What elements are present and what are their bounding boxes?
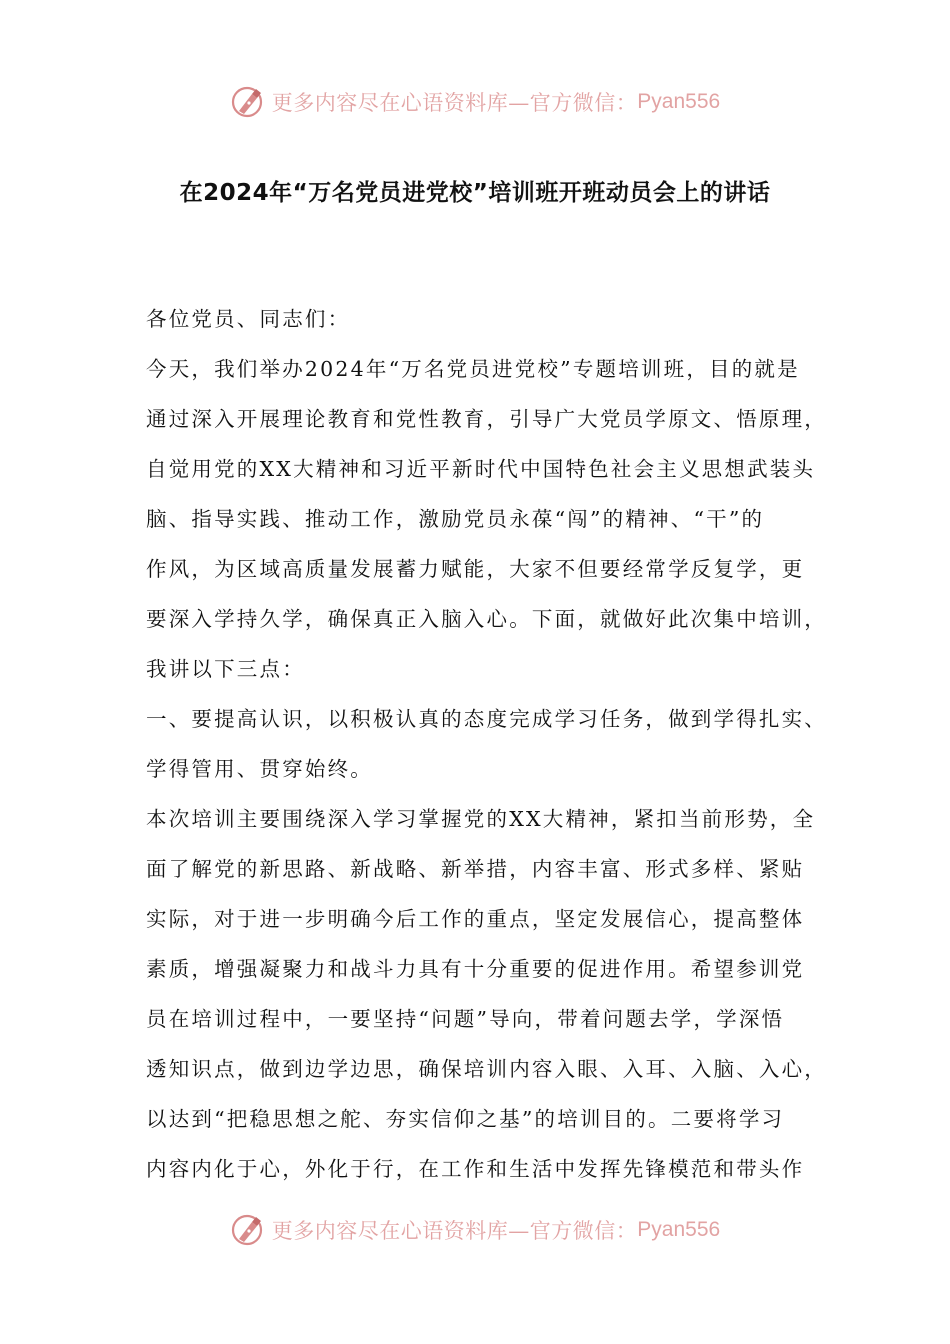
- footer-watermark-banner: [0, 1208, 950, 1252]
- text-line: 素质，增强凝聚力和战斗力具有十分重要的促进作用。希望参训党: [146, 957, 805, 981]
- text-line: 以达到“把稳思想之舵、夯实信仰之基”的培训目的。二要将学习: [146, 1107, 785, 1131]
- text-line: 要深入学持久学，确保真正入脑入心。下面，就做好此次集中培训，: [146, 607, 827, 631]
- pen-nib-logo-icon: [230, 84, 266, 120]
- text-line: 各位党员、同志们：: [146, 307, 351, 331]
- section-heading-line: 学得管用、贯穿始终。: [146, 757, 373, 781]
- text-line: 自觉用党的XX大精神和习近平新时代中国特色社会主义思想武装头: [146, 457, 816, 481]
- pen-nib-logo-icon: [230, 1212, 266, 1248]
- document-body: [146, 294, 836, 1194]
- banner-text: 更多内容尽在心语资料库—官方微信：: [271, 1219, 638, 1243]
- document-title: 在2024年“万名党员进党校”培训班开班动员会上的讲话: [179, 180, 771, 206]
- banner-contact: Pyan556: [637, 1218, 721, 1241]
- banner-contact: Pyan556: [637, 90, 721, 113]
- banner-text: 更多内容尽在心语资料库—官方微信：: [271, 91, 638, 115]
- text-line: 实际，对于进一步明确今后工作的重点，坚定发展信心，提高整体: [146, 907, 805, 931]
- text-line: 内容内化于心，外化于行，在工作和生活中发挥先锋模范和带头作: [146, 1157, 805, 1181]
- text-line: 本次培训主要围绕深入学习掌握党的XX大精神，紧扣当前形势，全: [146, 807, 816, 831]
- text-line: 员在培训过程中，一要坚持“问题”导向，带着问题去学，学深悟: [146, 1007, 785, 1031]
- section-heading-line: 一、要提高认识，以积极认真的态度完成学习任务，做到学得扎实、: [146, 707, 827, 731]
- text-line: 透知识点，做到边学边思，确保培训内容入眼、入耳、入脑、入心，: [146, 1057, 827, 1081]
- text-line: 脑、指导实践、推动工作，激励党员永葆“闯”的精神、“干”的: [146, 507, 765, 531]
- text-line: 作风，为区域高质量发展蓄力赋能，大家不但要经常学反复学，更: [146, 557, 805, 581]
- text-line: 我讲以下三点：: [146, 657, 305, 681]
- text-line: 面了解党的新思路、新战略、新举措，内容丰富、形式多样、紧贴: [146, 857, 805, 881]
- header-watermark-banner: [0, 80, 950, 124]
- text-line: 今天，我们举办2024年“万名党员进党校”专题培训班，目的就是: [146, 357, 800, 381]
- text-line: 通过深入开展理论教育和党性教育，引导广大党员学原文、悟原理，: [146, 407, 827, 431]
